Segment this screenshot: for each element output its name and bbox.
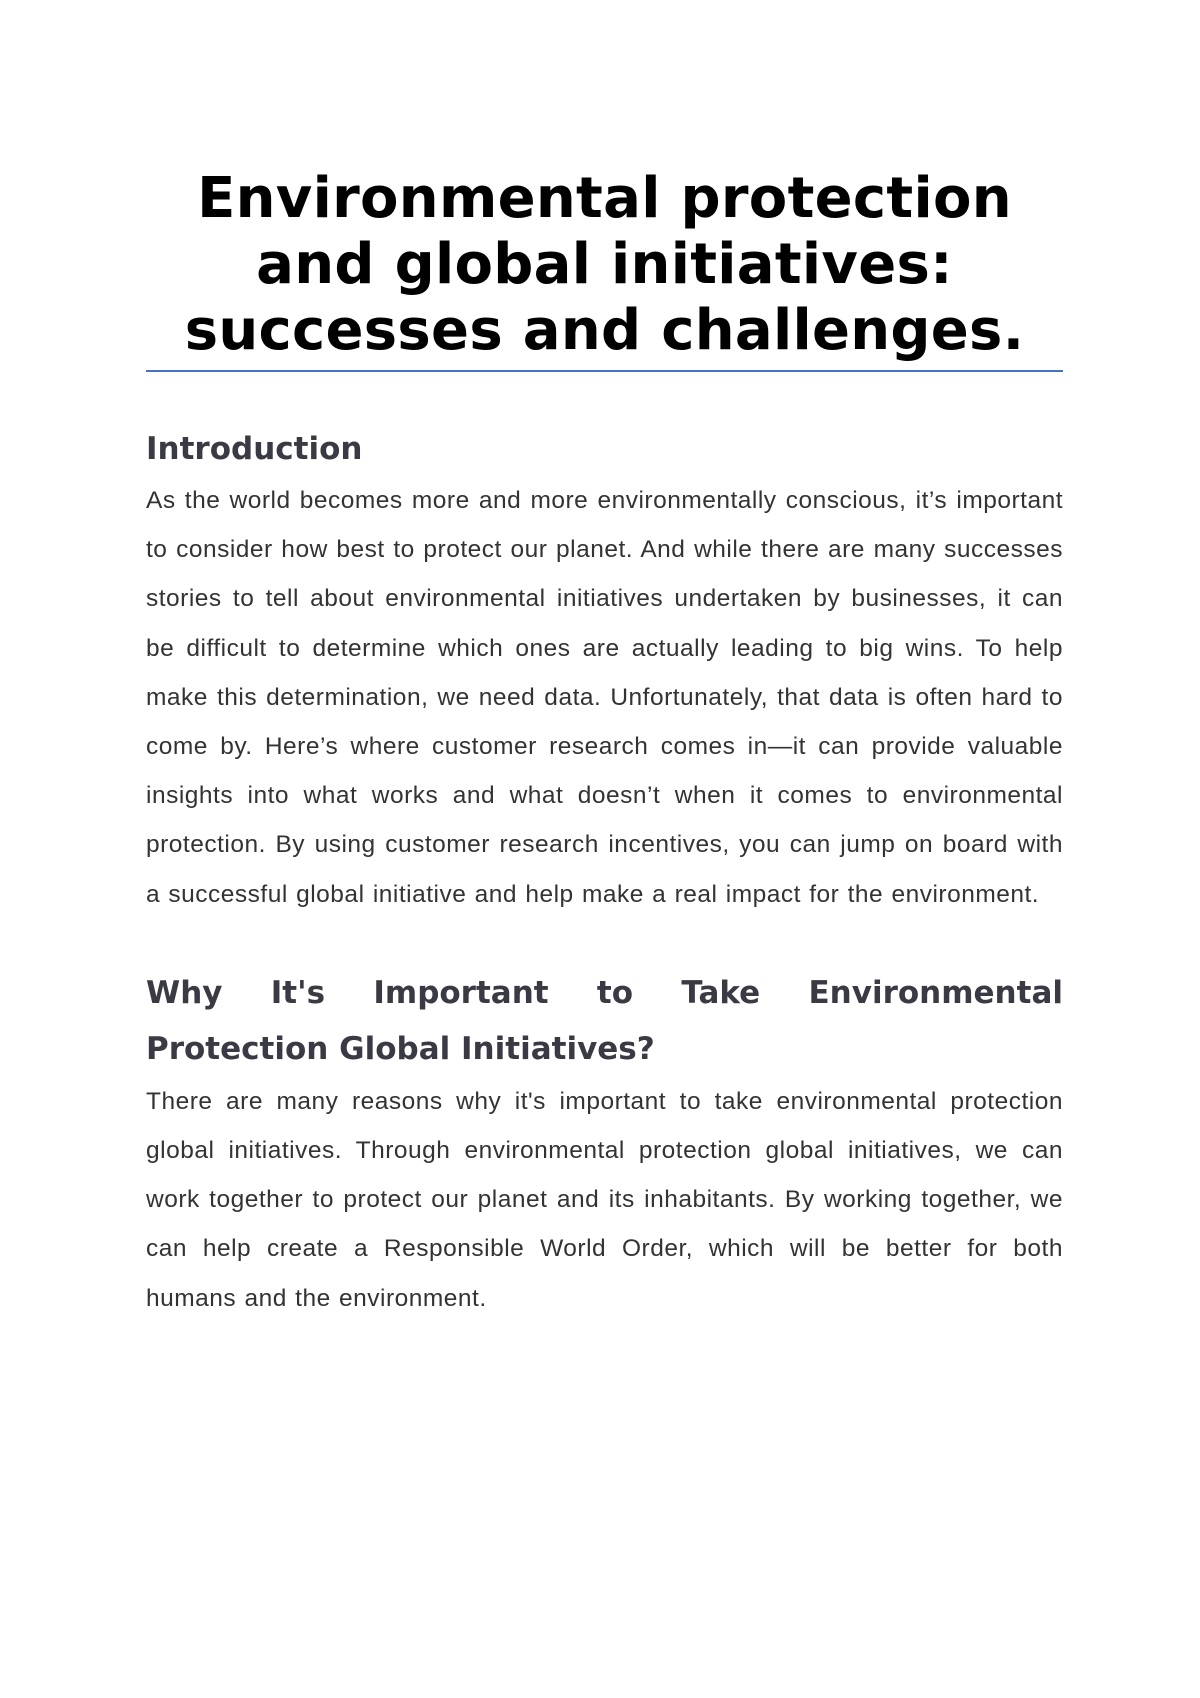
section-heading-why-important: Why It's Important to Take Environmental Protection Global Initiatives?: [146, 974, 1063, 1067]
section-heading-introduction: Introduction: [146, 431, 363, 467]
section-introduction: [146, 422, 1063, 919]
section-body-why-important: There are many reasons why it's important to take environmental protection global initiatives. Through environmental protection global initiatives, we can work together to protect our planet and its inhabitants. By working together, we can help create a Responsible World Order, which will be better for both humans and the environment.: [146, 1087, 1063, 1312]
document-title: Environmental protection and global initiatives: successes and challenges.: [184, 166, 1025, 363]
section-body-introduction: As the world becomes more and more environmentally conscious, it’s important to consider how best to protect our planet. And while there are many successes stories to tell about environmental initiatives undertaken by businesses, it can be difficult to determine which ones are actually leading to big wins. To help make this determination, we need data. Unfortunately, that data is often hard to come by. Here’s where customer research comes in—it can provide valuable insights into what works and what doesn’t when it comes to environmental protection. By using customer research incentives, you can jump on board with a successful global initiative and help make a real impact for the environment.: [146, 487, 1063, 908]
title-underline-rule: [146, 370, 1063, 372]
document-page: [146, 166, 1063, 1323]
section-why-important: [146, 965, 1063, 1323]
